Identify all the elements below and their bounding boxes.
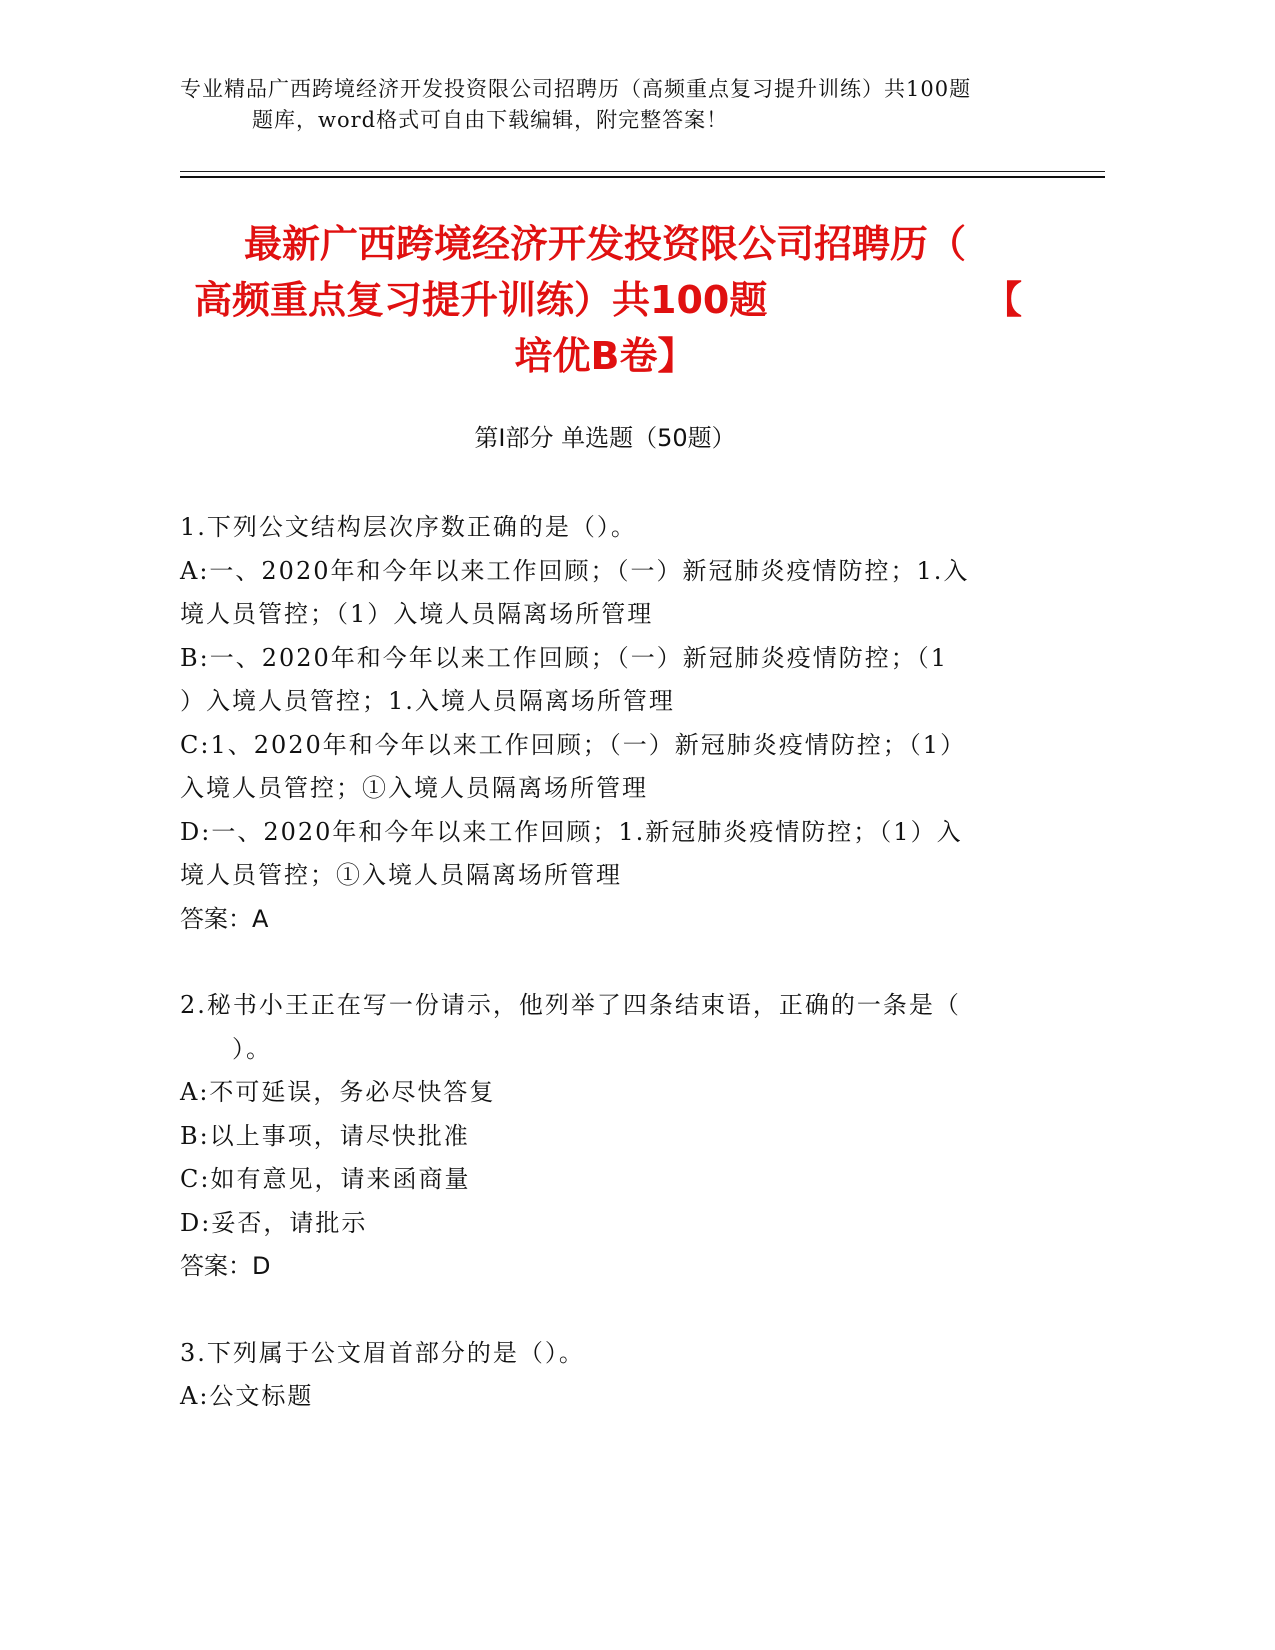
question-stem: 2.秘书小王正在写一份请示，他列举了四条结束语，正确的一条是（: [180, 991, 961, 1019]
question-spacer: [180, 1289, 1040, 1332]
option-c-line-2: 入境人员管控；①入境人员隔离场所管理: [180, 774, 648, 802]
option-b-line-1: B:一、2020年和今年以来工作回顾；（一）新冠肺炎疫情防控；（1: [180, 643, 949, 672]
option-c: C:如有意见，请来函商量: [180, 1165, 471, 1193]
title-row-3: 培优B卷】: [514, 334, 696, 378]
header-note-line2: 题库，word格式可自由下载编辑，附完整答案！: [252, 108, 729, 132]
option-d-line-2: 境人员管控；①入境人员隔离场所管理: [180, 861, 622, 889]
answer-label: 答案：D: [180, 1252, 271, 1280]
question-stem: 3.下列属于公文眉首部分的是（）。: [180, 1338, 585, 1367]
option-a-line-2: 境人员管控；（1）入境人员隔离场所管理: [180, 600, 654, 628]
question-1: [180, 506, 1040, 941]
question-stem: 1.下列公文结构层次序数正确的是（）。: [180, 513, 637, 541]
option-a-line-1: A:一、2020年和今年以来工作回顾；（一）新冠肺炎疫情防控；1.入: [180, 556, 970, 585]
question-2: [180, 984, 1040, 1289]
section-title: 第I部分 单选题（50题）: [474, 424, 736, 452]
option-b: B:以上事项，请尽快批准: [180, 1121, 470, 1150]
header-divider-thin: [180, 171, 1105, 172]
header-divider-thick: [180, 176, 1105, 178]
header-note: [180, 74, 1080, 136]
question-list: [180, 506, 1040, 1419]
question-stem-continuation: ）。: [232, 1034, 272, 1063]
document-title: [180, 216, 1030, 384]
header-note-line1: 专业精品广西跨境经济开发投资限公司招聘历（高频重点复习提升训练）共100题: [180, 77, 972, 101]
option-d: D:妥否，请批示: [180, 1208, 368, 1237]
option-c-line-1: C:1、2020年和今年以来工作回顾；（一）新冠肺炎疫情防控；（1）: [180, 730, 967, 759]
title-row-2-text: 高频重点复习提升训练）共100题: [194, 278, 768, 322]
option-d-line-1: D:一、2020年和今年以来工作回顾；1.新冠肺炎疫情防控；（1）入: [180, 817, 963, 846]
option-a: A:不可延误，务必尽快答复: [180, 1078, 496, 1106]
answer-label: 答案：A: [180, 904, 269, 933]
title-row-2: [180, 272, 1030, 328]
option-a: A:公文标题: [180, 1382, 314, 1410]
title-row-2-bracket: 【: [983, 278, 1022, 322]
option-b-line-2: ）入境人员管控；1.入境人员隔离场所管理: [180, 687, 675, 715]
question-spacer: [180, 941, 1040, 984]
title-row-1: 最新广西跨境经济开发投资限公司招聘历（: [243, 222, 966, 266]
question-3: [180, 1332, 1040, 1419]
